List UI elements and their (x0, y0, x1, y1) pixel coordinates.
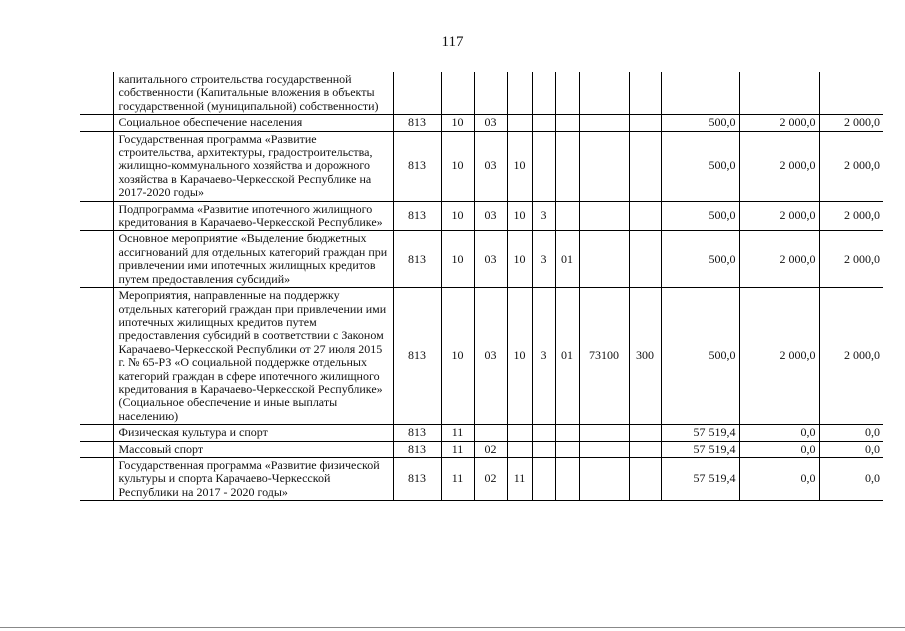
direction-code (579, 115, 629, 131)
subsection-code (474, 72, 507, 115)
sum-year-3: 0,0 (819, 441, 883, 457)
ved-code: 813 (393, 425, 441, 441)
sum-year-2: 0,0 (739, 425, 819, 441)
main-activity-code (555, 457, 579, 500)
direction-code (579, 441, 629, 457)
program-code (507, 115, 532, 131)
row-name: капитального строительства государственной собственности (Капитальные вложения в объекты государственной (муниципальной) собственности) (113, 72, 393, 115)
subprogram-code (532, 457, 555, 500)
sum-year-1: 500,0 (661, 115, 739, 131)
subsection-code: 02 (474, 441, 507, 457)
ved-code (393, 72, 441, 115)
direction-code (579, 231, 629, 288)
direction-code (579, 201, 629, 231)
row-name: Государственная программа «Развитие строительства, архитектуры, градостроительства, жилищно-коммунального хозяйства и дорожного хозяйства в Карачаево-Черкесской Республике на 2017-2020 годы» (113, 131, 393, 201)
expense-type-code (629, 457, 661, 500)
table-row (80, 115, 883, 131)
sum-year-2: 2 000,0 (739, 288, 819, 425)
blank-cell (80, 115, 113, 131)
direction-code (579, 131, 629, 201)
sum-year-1: 500,0 (661, 288, 739, 425)
table-row (80, 288, 883, 425)
program-code: 10 (507, 201, 532, 231)
row-name: Массовый спорт (113, 441, 393, 457)
table-row (80, 231, 883, 288)
section-code: 10 (441, 231, 474, 288)
sum-year-3: 2 000,0 (819, 231, 883, 288)
sum-year-3: 0,0 (819, 457, 883, 500)
subprogram-code (532, 425, 555, 441)
direction-code: 73100 (579, 288, 629, 425)
subsection-code: 03 (474, 131, 507, 201)
sum-year-2: 0,0 (739, 441, 819, 457)
sum-year-3: 2 000,0 (819, 201, 883, 231)
program-code: 11 (507, 457, 532, 500)
table-row (80, 425, 883, 441)
subprogram-code: 3 (532, 201, 555, 231)
sum-year-2: 2 000,0 (739, 115, 819, 131)
table-row (80, 457, 883, 500)
ved-code: 813 (393, 441, 441, 457)
table-body (80, 72, 883, 501)
blank-cell (80, 288, 113, 425)
sum-year-1: 57 519,4 (661, 441, 739, 457)
expense-type-code (629, 231, 661, 288)
subprogram-code: 3 (532, 231, 555, 288)
sum-year-2: 0,0 (739, 457, 819, 500)
subsection-code: 03 (474, 231, 507, 288)
row-name: Государственная программа «Развитие физической культуры и спорта Карачаево-Черкесской Республики на 2017 - 2020 годы» (113, 457, 393, 500)
sum-year-1: 500,0 (661, 131, 739, 201)
page-bottom-edge (0, 627, 905, 628)
expense-type-code: 300 (629, 288, 661, 425)
row-name: Физическая культура и спорт (113, 425, 393, 441)
row-name: Социальное обеспечение населения (113, 115, 393, 131)
subprogram-code (532, 115, 555, 131)
sum-year-2: 2 000,0 (739, 201, 819, 231)
blank-cell (80, 72, 113, 115)
sum-year-3: 2 000,0 (819, 115, 883, 131)
blank-cell (80, 441, 113, 457)
main-activity-code (555, 131, 579, 201)
program-code (507, 425, 532, 441)
subsection-code: 02 (474, 457, 507, 500)
ved-code: 813 (393, 131, 441, 201)
blank-cell (80, 201, 113, 231)
sum-year-2: 2 000,0 (739, 231, 819, 288)
subsection-code: 03 (474, 288, 507, 425)
sum-year-1: 57 519,4 (661, 425, 739, 441)
row-name: Подпрограмма «Развитие ипотечного жилищного кредитования в Карачаево-Черкесской Республике» (113, 201, 393, 231)
expense-type-code (629, 72, 661, 115)
sum-year-1: 500,0 (661, 201, 739, 231)
subsection-code: 03 (474, 201, 507, 231)
subprogram-code: 3 (532, 288, 555, 425)
ved-code: 813 (393, 201, 441, 231)
expense-type-code (629, 441, 661, 457)
row-name: Мероприятия, направленные на поддержку отдельных категорий граждан при привлечении ими ипотечных жилищных кредитов путем предоставления субсидий в соответствии с Законом Карачаево-Черкесской Республики от 27 июля 2015 г. № 65-РЗ «О социальной поддержке отдельных категорий граждан в сфере ипотечного жилищного кредитования в Карачаево-Черкесской Республике» (Социальное обеспечение и иные выплаты населению) (113, 288, 393, 425)
blank-cell (80, 131, 113, 201)
sum-year-3: 2 000,0 (819, 131, 883, 201)
blank-cell (80, 457, 113, 500)
main-activity-code (555, 115, 579, 131)
sum-year-3: 2 000,0 (819, 288, 883, 425)
page-number: 117 (441, 34, 464, 50)
table-row (80, 72, 883, 115)
ved-code: 813 (393, 231, 441, 288)
main-activity-code (555, 72, 579, 115)
sum-year-2 (739, 72, 819, 115)
table-row (80, 441, 883, 457)
program-code (507, 441, 532, 457)
expense-type-code (629, 201, 661, 231)
direction-code (579, 425, 629, 441)
ved-code: 813 (393, 288, 441, 425)
section-code: 11 (441, 425, 474, 441)
section-code: 10 (441, 131, 474, 201)
section-code (441, 72, 474, 115)
sum-year-1: 57 519,4 (661, 457, 739, 500)
sum-year-1 (661, 72, 739, 115)
section-code: 11 (441, 441, 474, 457)
ved-code: 813 (393, 115, 441, 131)
program-code: 10 (507, 288, 532, 425)
section-code: 11 (441, 457, 474, 500)
section-code: 10 (441, 115, 474, 131)
subprogram-code (532, 131, 555, 201)
row-name: Основное мероприятие «Выделение бюджетных ассигнований для отдельных категорий граждан при привлечении ими ипотечных жилищных кредитов путем предоставления субсидий» (113, 231, 393, 288)
expense-type-code (629, 425, 661, 441)
sum-year-2: 2 000,0 (739, 131, 819, 201)
program-code: 10 (507, 231, 532, 288)
direction-code (579, 457, 629, 500)
subsection-code: 03 (474, 115, 507, 131)
subprogram-code (532, 441, 555, 457)
section-code: 10 (441, 201, 474, 231)
subsection-code (474, 425, 507, 441)
direction-code (579, 72, 629, 115)
sum-year-3 (819, 72, 883, 115)
section-code: 10 (441, 288, 474, 425)
expense-type-code (629, 115, 661, 131)
ved-code: 813 (393, 457, 441, 500)
main-activity-code: 01 (555, 231, 579, 288)
sum-year-1: 500,0 (661, 231, 739, 288)
table-row (80, 131, 883, 201)
sum-year-3: 0,0 (819, 425, 883, 441)
expense-type-code (629, 131, 661, 201)
main-activity-code (555, 425, 579, 441)
table-row (80, 201, 883, 231)
budget-table (80, 72, 883, 501)
program-code (507, 72, 532, 115)
main-activity-code (555, 201, 579, 231)
main-activity-code: 01 (555, 288, 579, 425)
blank-cell (80, 425, 113, 441)
main-activity-code (555, 441, 579, 457)
blank-cell (80, 231, 113, 288)
program-code: 10 (507, 131, 532, 201)
subprogram-code (532, 72, 555, 115)
